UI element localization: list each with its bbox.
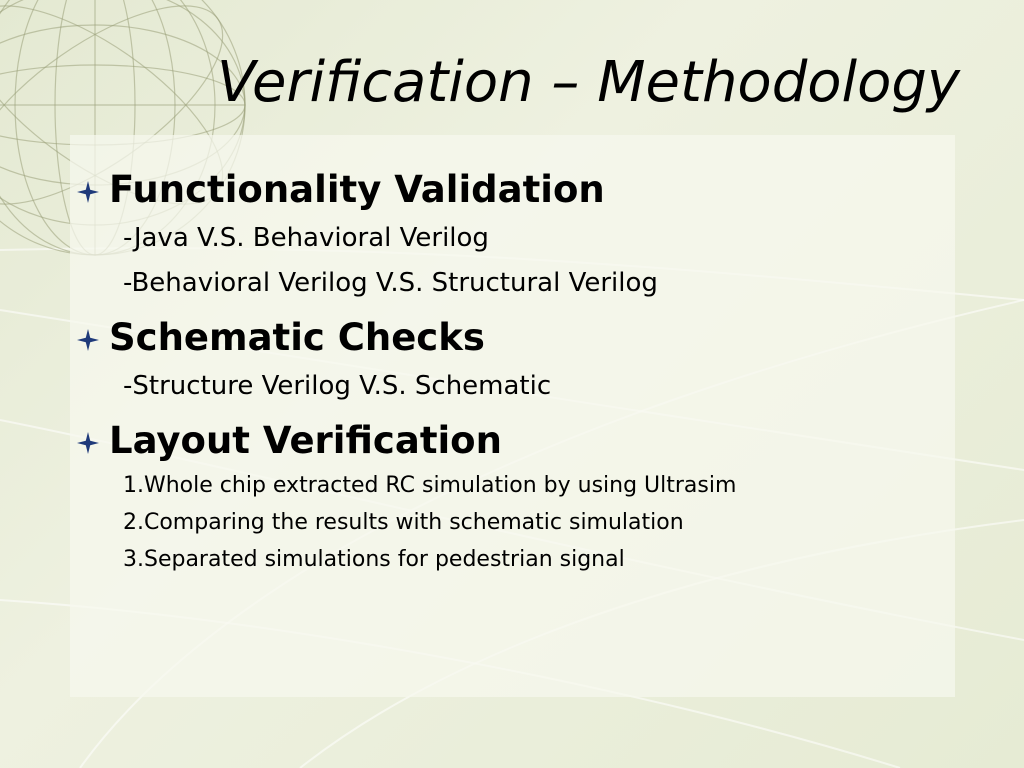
sub-item: -Behavioral Verilog V.S. Structural Verilog bbox=[123, 268, 658, 298]
numbered-item: 3.Separated simulations for pedestrian signal bbox=[123, 547, 625, 572]
bullet-heading bbox=[76, 164, 976, 216]
bullet-heading bbox=[76, 415, 976, 467]
numbered-item: 2.Comparing the results with schematic simulation bbox=[123, 510, 684, 535]
heading-functionality-validation: Functionality Validation bbox=[109, 168, 605, 211]
four-point-star-icon bbox=[76, 431, 100, 455]
slide-title: Verification – Methodology bbox=[217, 50, 961, 115]
bullet-list bbox=[76, 164, 976, 578]
heading-layout-verification: Layout Verification bbox=[109, 419, 502, 462]
four-point-star-icon bbox=[76, 328, 100, 352]
four-point-star-icon bbox=[76, 180, 100, 204]
bullet-heading bbox=[76, 312, 976, 364]
heading-schematic-checks: Schematic Checks bbox=[109, 316, 485, 359]
sub-item: -Java V.S. Behavioral Verilog bbox=[123, 223, 489, 253]
numbered-item: 1.Whole chip extracted RC simulation by using Ultrasim bbox=[123, 473, 737, 498]
sub-item: -Structure Verilog V.S. Schematic bbox=[123, 371, 552, 401]
